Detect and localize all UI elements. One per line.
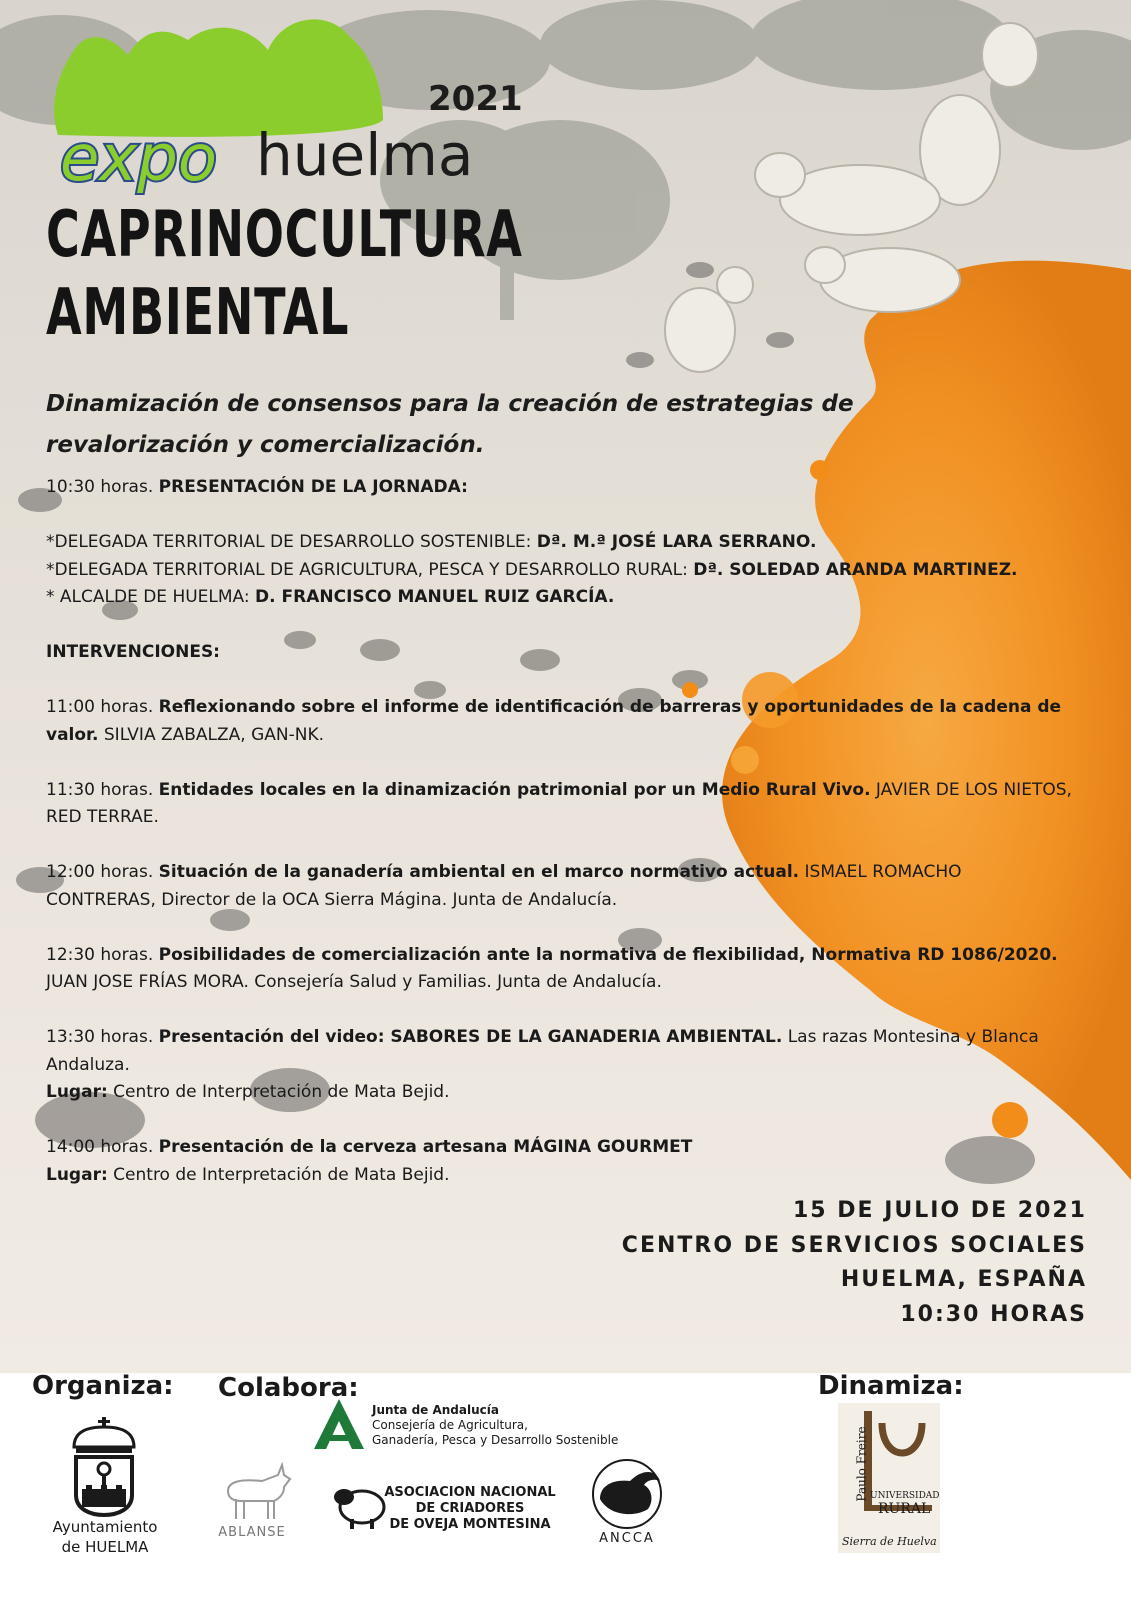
- event-info: [622, 1194, 1087, 1332]
- logo-year: 2021: [428, 79, 523, 119]
- session-item: 11:30 horas. Entidades locales en la dinamización patrimonial por un Medio Rural Vivo. JAVIER DE LOS NIETOS, RED TERRAE.: [46, 779, 1072, 827]
- subtitle-line-1: Dinamización de consensos para la creación de estrategias de: [46, 391, 854, 417]
- universidad-rural-emblem-icon: [838, 1403, 940, 1553]
- organiza-heading: Organiza:: [32, 1371, 174, 1401]
- logo-huelma-text: huelma: [256, 121, 474, 189]
- session-item: 11:00 horas. Reflexionando sobre el informe de identificación de barreras y oportunidades de la cadena de valor. SILVIA ZABALZA, GAN-NK.: [46, 697, 1062, 745]
- video-location: Lugar: Centro de Interpretación de Mata Bejid.: [46, 1082, 450, 1102]
- event-date: 15 DE JULIO DE 2021: [792, 1198, 1087, 1223]
- session-item: 12:00 horas. Situación de la ganadería ambiental en el marco normativo actual. ISMAEL ROMACHO CONTRERAS, Director de la OCA Sierra Mágina. Junta de Andalucía.: [46, 862, 962, 910]
- huelma-coat-of-arms-icon: [66, 1417, 142, 1517]
- session-item: 12:30 horas. Posibilidades de comercialización ante la normativa de flexibilidad, Normativa RD 1086/2020. JUAN JOSE FRÍAS MORA. Consejería Salud y Familias. Junta de Andalucía.: [46, 944, 1058, 992]
- ayuntamiento-label: Ayuntamiento de HUELMA: [52, 1518, 158, 1556]
- subtitle: [46, 384, 1006, 466]
- official-item: * ALCALDE DE HUELMA: D. FRANCISCO MANUEL RUIZ GARCÍA.: [46, 587, 615, 607]
- interventions-heading: INTERVENCIONES:: [46, 642, 220, 662]
- montesina-label: ASOCIACION NACIONAL DE CRIADORES DE OVEJA MONTESINA: [384, 1485, 556, 1532]
- event-time: 10:30 HORAS: [900, 1301, 1087, 1327]
- beer-session-item: 14:00 horas. Presentación de la cerveza artesana MÁGINA GOURMET: [46, 1137, 693, 1157]
- universidad-tagline: Sierra de Huelva: [842, 1535, 937, 1548]
- opening-item: 10:30 horas. PRESENTACIÓN DE LA JORNADA:: [46, 477, 468, 497]
- ablanse-label: ABLANSE: [218, 1525, 286, 1540]
- beer-location: Lugar: Centro de Interpretación de Mata Bejid.: [46, 1164, 450, 1185]
- official-item: *DELEGADA TERRITORIAL DE DESARROLLO SOSTENIBLE: Dª. M.ª JOSÉ LARA SERRANO.: [46, 532, 817, 552]
- program-schedule: [46, 474, 1076, 1189]
- universidad-rural-logo: [838, 1403, 940, 1553]
- universidad-vertical-text: Paulo Freire: [854, 1426, 869, 1502]
- ancca-goat-icon: [586, 1459, 668, 1529]
- event-venue: CENTRO DE SERVICIOS SOCIALES: [621, 1232, 1087, 1258]
- universidad-label: UNIVERSIDAD: [870, 1491, 940, 1501]
- junta-label: Junta de Andalucía Consejería de Agricultura, Ganadería, Pesca y Desarrollo Sostenible: [372, 1403, 619, 1447]
- expohuelma-logo: [38, 10, 548, 195]
- ablanse-goat-icon: [222, 1461, 294, 1523]
- junta-andalucia-icon: [312, 1397, 366, 1451]
- official-item: *DELEGADA TERRITORIAL DE AGRICULTURA, PESCA Y DESARROLLO RURAL: Dª. SOLEDAD ARANDA MARTINEZ.: [46, 559, 1018, 580]
- title-line-2: AMBIENTAL: [46, 276, 350, 350]
- dinamiza-heading: Dinamiza:: [818, 1371, 964, 1401]
- title-line-1: CAPRINOCULTURA: [46, 198, 523, 272]
- ancca-label: ANCCA: [599, 1531, 655, 1546]
- video-session-item: 13:30 horas. Presentación del video: SABORES DE LA GANADERIA AMBIENTAL. Las razas Montesina y Blanca Andaluza.: [46, 1027, 1039, 1075]
- montesina-sheep-icon: [332, 1483, 388, 1529]
- colabora-heading: Colabora:: [218, 1373, 359, 1403]
- rural-label: RURAL: [878, 1501, 931, 1517]
- credits-footer: [0, 1373, 1131, 1600]
- page-title: [46, 196, 523, 352]
- logo-expo-text: expo: [60, 122, 218, 195]
- event-location: HUELMA, ESPAÑA: [840, 1267, 1087, 1292]
- subtitle-line-2: revalorización y comercialización.: [46, 432, 485, 458]
